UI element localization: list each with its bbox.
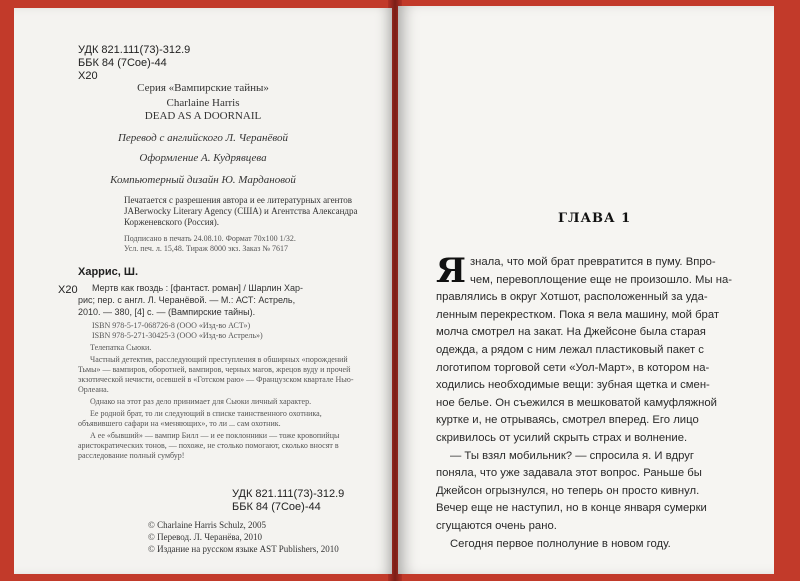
paragraph-1-line-1: знала, что мой брат превратится в пуму. Впро- — [469, 256, 716, 268]
paragraph-2-line-5: сгущаются очень рано. — [436, 519, 557, 532]
annotation-para-2: Частный детектив, расследующий преступления в обширных «порождений Тьмы» — вампиров, оборотней, вампиров, черных магов, жрецов вуду и прочей экзотической нечисти, осевшей в «Готском раю» — Французском квартале Нью-Орлеана. — [78, 355, 354, 394]
annotation-para-1: Телепатка Сьюки. — [90, 343, 152, 352]
bbk-code: ББК 84 (7Сое)-44 — [78, 57, 167, 69]
annotation — [78, 343, 362, 463]
paragraph-2-line-3: Джейсон огрызнулся, но теперь он просто кивнул. — [436, 484, 700, 497]
author-mark: Х20 — [78, 70, 98, 82]
paragraph-1-line-3: правлялись в округ Хотшот, расположенный за уда- — [436, 291, 708, 304]
chapter-body — [436, 251, 752, 553]
copyright-author: © Charlaine Harris Schulz, 2005 — [148, 520, 267, 530]
paragraph-1-line-6: одежда, а рядом с ним лежал пластиковый пакет с — [436, 343, 704, 356]
paragraph-1-line-11: скривилось от усилий скрыть страх и волнение. — [436, 431, 688, 444]
biblio-code: Х20 — [58, 284, 78, 296]
print-line-2: Усл. печ. л. 15,48. Тираж 8000 экз. Заказ № 7617 — [124, 244, 288, 253]
annotation-para-4: Ее родной брат, то ли следующий в списке таинственного охотника, объявившего сафари на «меняющих», то ли ... сам охотник. — [78, 409, 322, 428]
print-line-1: Подписано в печать 24.08.10. Формат 70х100 1/32. — [124, 234, 296, 243]
udk-code-2: УДК 821.111(73)-312.9 — [232, 488, 345, 500]
copyright-edition: © Издание на русском языке AST Publishers, 2010 — [148, 544, 339, 554]
author-russian: Харрис, Ш. — [78, 266, 138, 278]
paragraph-2 — [436, 448, 752, 536]
bbk-code-2: ББК 84 (7Сое)-44 — [232, 501, 321, 513]
isbn-ast: ISBN 978-5-17-068726-8 (ООО «Изд-во АСТ») — [92, 321, 251, 330]
paragraph-1-line-7: логотипом торговой сети «Уол-Март», в котором на- — [436, 361, 710, 374]
paragraph-1-line-10: куртке и, не отрываясь, смотрел вперед. Его лицо — [436, 414, 699, 427]
copyright-page — [14, 8, 392, 574]
annotation-para-3: Однако на этот раз дело принимает для Сьюки личный характер. — [90, 397, 312, 406]
permission-line-1: Печатается с разрешения автора и ее литературных агентов — [124, 195, 353, 205]
paragraph-1-line-9: ное белье. Он съежился в мешковатой камуфляжной — [436, 396, 717, 409]
biblio-line-3: 2010. — 380, [4] с. — (Вампирские тайны). — [78, 307, 256, 317]
author-english: Charlaine Harris — [166, 97, 240, 109]
paragraph-2-line-1: — Ты взял мобильник? — спросила я. И вдруг — [450, 449, 695, 462]
paragraph-1-line-2: чем, перевоплощение еще не произошло. Мы на- — [469, 273, 733, 286]
paragraph-2-line-4: Вечер еще не наступил, но в конце января сумерки — [436, 502, 707, 515]
paragraph-1-line-8: ходились необходимые вещи: зубная щетка и смен- — [436, 379, 710, 392]
annotation-para-5: А ее «бывший» — вампир Билл — и ее поклонники — тоже кровопийцы аристократических тонов, — похоже, не столько помогают, сколько вносят в расследование полный сумбур! — [78, 431, 340, 460]
paragraph-1-line-4: ленным перекрестком. Пока я вела машину, мой брат — [436, 308, 720, 321]
copyright-translation: © Перевод. Л. Черанёва, 2010 — [148, 532, 262, 542]
translator-credit: Перевод с английского Л. Черанёвой — [117, 132, 289, 144]
udk-code: УДК 821.111(73)-312.9 — [78, 44, 191, 56]
permission-line-3: Корженевского (Россия). — [124, 217, 219, 227]
paragraph-2-line-2: поняла, что уже задавала этот вопрос. Раньше бы — [436, 467, 702, 480]
design-credit: Оформление А. Кудрявцева — [139, 152, 267, 164]
permission-line-2: JABerwocky Literary Agency (США) и Агентства Александра — [124, 206, 358, 216]
paragraph-1 — [436, 251, 752, 448]
chapter-heading: ГЛАВА 1 — [558, 211, 632, 226]
biblio-line-1: Мертв как гвоздь : [фантаст. роман] / Шарлин Хар- — [92, 283, 304, 293]
paragraph-1-line-5: молча смотрел на закат. На Джейсоне была старая — [436, 326, 706, 339]
computer-design-credit: Компьютерный дизайн Ю. Мардановой — [110, 174, 296, 186]
paragraph-3: Сегодня первое полнолуние в новом году. — [450, 537, 671, 550]
title-english: DEAD AS A DOORNAIL — [144, 110, 262, 122]
series-name: Серия «Вампирские тайны» — [137, 82, 269, 94]
chapter-page — [398, 6, 774, 574]
biblio-line-2: рис; пер. с англ. Л. Черанёвой. — М.: АСТ: Астрель, — [78, 295, 296, 305]
isbn-astrel: ISBN 978-5-271-30425-3 (ООО «Изд-во Астрель») — [92, 331, 263, 340]
drop-cap: Я — [436, 251, 466, 291]
